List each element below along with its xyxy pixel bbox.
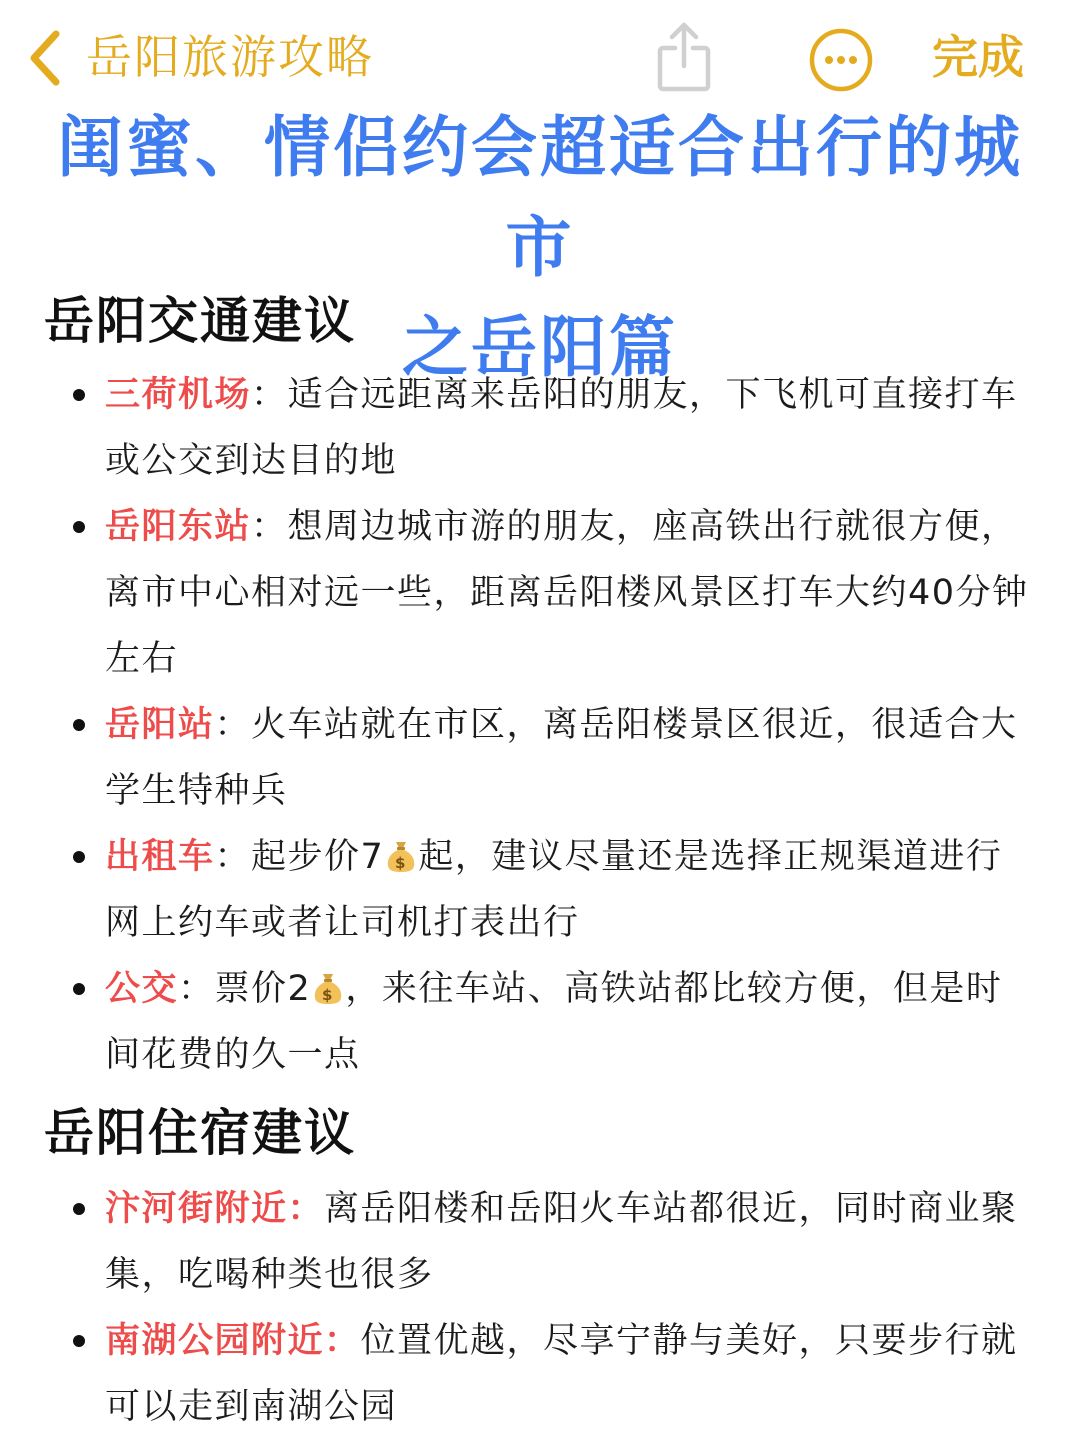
- bullet-dot: [73, 1203, 85, 1215]
- bullet-dot: [73, 851, 85, 863]
- done-button[interactable]: 完成: [932, 30, 1024, 84]
- document-title-line-1: 闺蜜、情侣约会超适合出行的城市: [57, 109, 1023, 286]
- bullet-dot: [73, 983, 85, 995]
- item-label: 南湖公园附近：: [105, 1321, 361, 1361]
- item-label: 岳阳东站: [105, 507, 252, 547]
- item-separator: ：: [251, 375, 288, 415]
- item-text-after: 起，建议尽量还是选择正规渠道进行网上约车或者让司机打表出行: [105, 837, 1003, 943]
- list-item-taxi: [0, 824, 1080, 956]
- share-button[interactable]: [652, 18, 716, 96]
- lodging-list: [0, 1176, 1080, 1440]
- document-title: [30, 98, 1050, 398]
- document-title-line-2: 之岳阳篇: [402, 309, 678, 386]
- bullet-dot: [73, 521, 85, 533]
- nav-title: 岳阳旅游攻略: [86, 30, 374, 84]
- list-item-bianhe-street: [0, 1176, 1080, 1308]
- list-item-east-station: [0, 494, 1080, 692]
- item-label: 岳阳站: [105, 705, 215, 745]
- share-icon: [655, 20, 713, 94]
- item-text: 想周边城市游的朋友，座高铁出行就很方便，离市中心相对远一些，距离岳阳楼风景区打车大约40分钟左右: [105, 507, 1029, 679]
- section-heading-lodging: 岳阳住宿建议: [44, 1104, 356, 1162]
- item-label: 出租车: [105, 837, 215, 877]
- list-item-airport: [0, 362, 1080, 494]
- item-text: 位置优越，尽享宁静与美好，只要步行就可以走到南湖公园: [105, 1321, 1018, 1427]
- more-dots-icon: [808, 27, 874, 93]
- list-item-nanhu-park: [0, 1308, 1080, 1440]
- list-item-bus: [0, 956, 1080, 1088]
- list-item-station: [0, 692, 1080, 824]
- item-separator: ：: [214, 705, 252, 745]
- item-label: 三荷机场: [105, 375, 252, 415]
- item-separator: ：: [214, 837, 252, 877]
- item-text: 适合远距离来岳阳的朋友，下飞机可直接打车或公交到达目的地: [105, 375, 1018, 481]
- back-button[interactable]: [22, 28, 68, 88]
- item-label: 公交: [105, 969, 179, 1009]
- more-button[interactable]: [808, 27, 874, 93]
- item-text-before: 票价2: [214, 969, 312, 1009]
- chevron-left-icon: [28, 30, 62, 86]
- transport-list: [0, 362, 1080, 1088]
- money-bag-icon: [386, 839, 416, 873]
- svg-text:$: $: [395, 854, 408, 872]
- item-text: 火车站就在市区，离岳阳楼景区很近，很适合大学生特种兵: [105, 705, 1018, 811]
- bullet-dot: [73, 389, 85, 401]
- item-text: 离岳阳楼和岳阳火车站都很近，同时商业聚集，吃喝种类也很多: [105, 1189, 1018, 1295]
- item-text-before: 起步价7: [251, 837, 385, 877]
- bullet-dot: [73, 1335, 85, 1347]
- svg-text:$: $: [322, 986, 335, 1004]
- item-separator: ：: [178, 969, 215, 1009]
- bullet-dot: [73, 719, 85, 731]
- item-text-after: ，来往车站、高铁站都比较方便，但是时间花费的久一点: [105, 969, 1003, 1075]
- money-bag-icon: [313, 971, 343, 1005]
- nav-bar: [0, 0, 1080, 112]
- section-heading-transport: 岳阳交通建议: [44, 292, 356, 350]
- item-separator: ：: [251, 507, 288, 547]
- item-label: 汴河街附近：: [105, 1189, 325, 1229]
